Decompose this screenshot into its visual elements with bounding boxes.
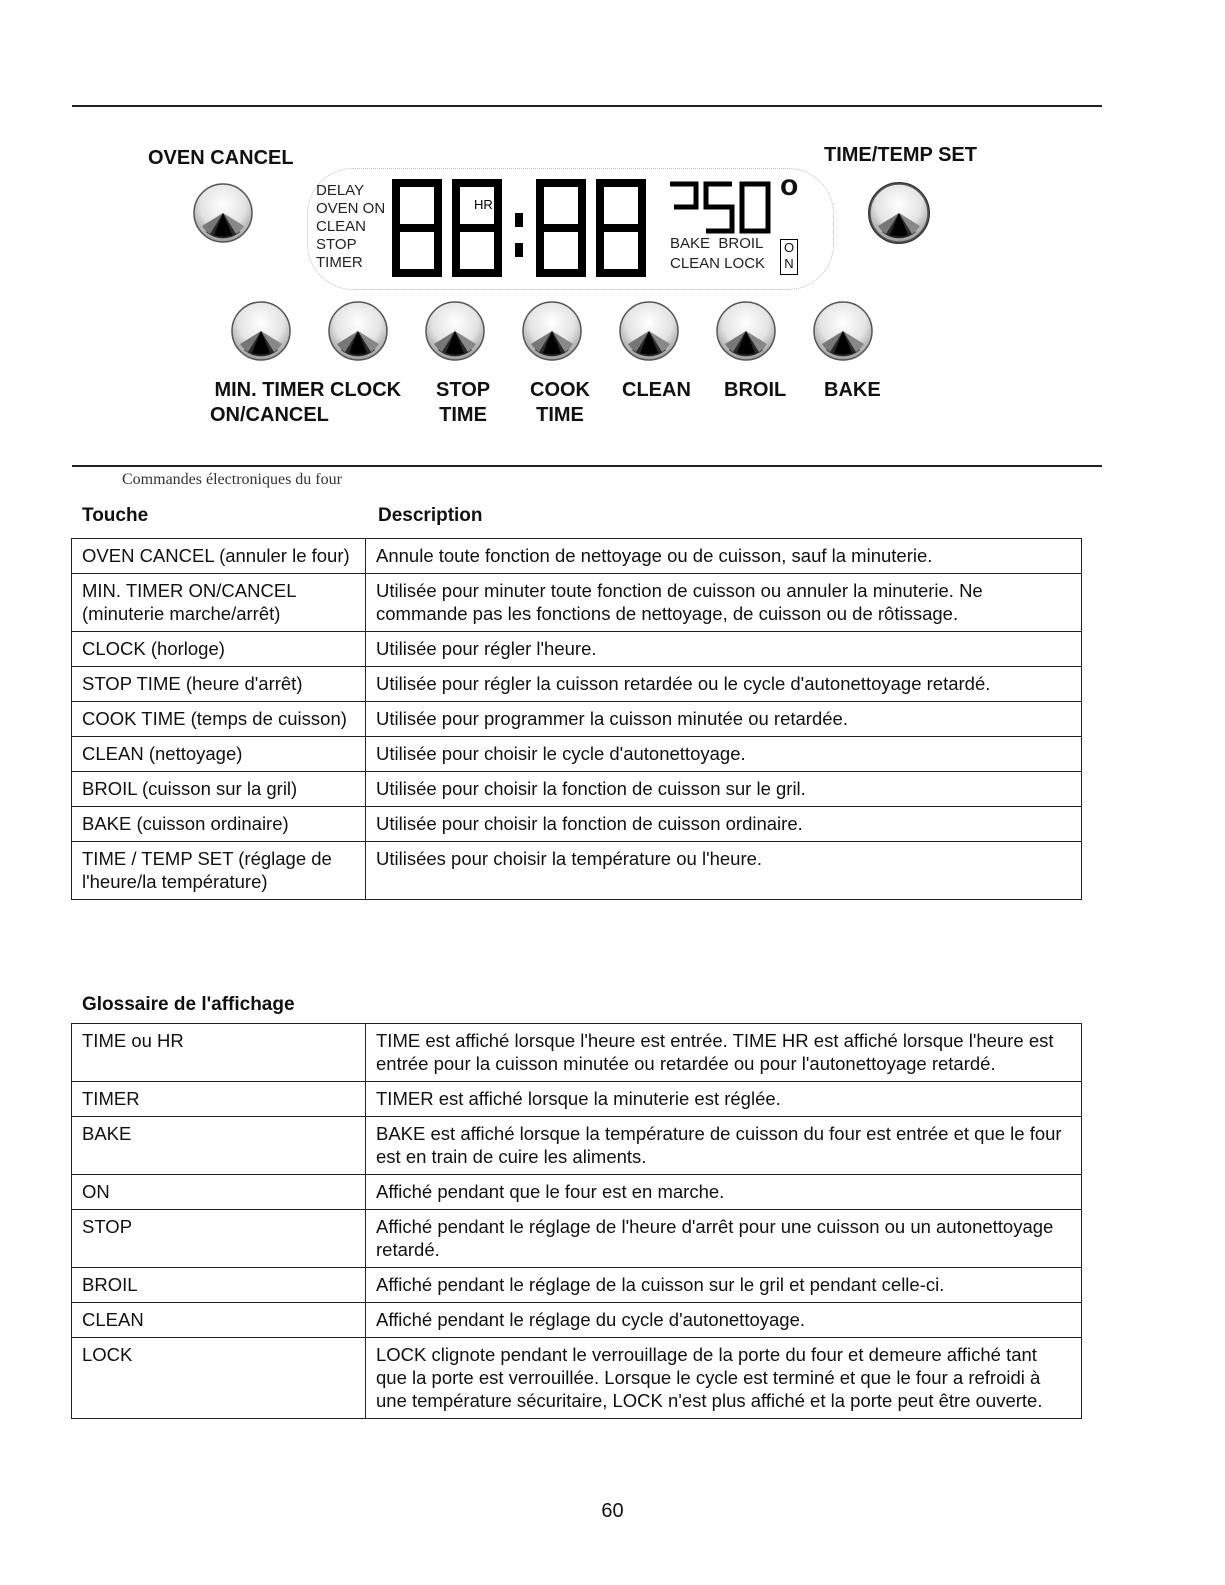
- desc-cell: Utilisée pour régler l'heure.: [366, 632, 1082, 667]
- table-row: [72, 1303, 1082, 1338]
- desc-cell: TIMER est affiché lorsque la minuterie est réglée.: [366, 1082, 1082, 1117]
- indicator-clean: CLEAN: [316, 218, 367, 235]
- desc-cell: Utilisée pour minuter toute fonction de cuisson ou annuler la minuterie. Ne commande pas les fonctions de nettoyage, de cuisson ou de rôtissage.: [366, 574, 1082, 632]
- panel-bottom-rule: [72, 465, 1102, 467]
- stop-time-label-line2: TIME: [439, 404, 487, 426]
- bake-label: BAKE: [824, 379, 881, 401]
- on-box-n: N: [784, 256, 794, 271]
- table-row: [72, 539, 1082, 574]
- oven-cancel-button[interactable]: [192, 182, 254, 244]
- table-row: [72, 632, 1082, 667]
- term-cell: BROIL: [72, 1268, 366, 1303]
- stop-time-label: [436, 378, 490, 428]
- broil-button[interactable]: [715, 300, 777, 362]
- cook-time-label: [530, 378, 590, 428]
- desc-cell: Utilisée pour choisir la fonction de cuisson sur le gril.: [366, 772, 1082, 807]
- top-rule: [72, 105, 1102, 107]
- term-cell: BAKE: [72, 1117, 366, 1175]
- key-cell: TIME / TEMP SET (réglage de l'heure/la température): [72, 842, 366, 900]
- seven-segment-temperature: [666, 179, 776, 241]
- knob-icon: [618, 300, 680, 362]
- table-row: [72, 574, 1082, 632]
- min-timer-button[interactable]: [230, 300, 292, 362]
- desc-cell: Utilisée pour régler la cuisson retardée ou le cycle d'autonettoyage retardé.: [366, 667, 1082, 702]
- desc-cell: Utilisée pour programmer la cuisson minutée ou retardée.: [366, 702, 1082, 737]
- desc-cell: TIME est affiché lorsque l'heure est entrée. TIME HR est affiché lorsque l'heure est entrée pour la cuisson minutée ou retardée ou pour l'autonettoyage retardé.: [366, 1024, 1082, 1082]
- term-cell: STOP: [72, 1210, 366, 1268]
- hr-indicator: HR: [474, 197, 493, 212]
- key-cell: BROIL (cuisson sur la gril): [72, 772, 366, 807]
- desc-cell: Utilisées pour choisir la température ou l'heure.: [366, 842, 1082, 900]
- control-panel: [72, 110, 1102, 470]
- clean-label: CLEAN: [622, 379, 691, 401]
- table-row: [72, 842, 1082, 900]
- indicator-clean-lock: CLEAN LOCK: [670, 255, 766, 272]
- time-temp-set-label: TIME/TEMP SET: [824, 144, 977, 166]
- key-cell: STOP TIME (heure d'arrêt): [72, 667, 366, 702]
- oven-cancel-label: OVEN CANCEL: [148, 147, 294, 169]
- clock-label: CLOCK: [330, 379, 402, 401]
- seven-segment-clock: [388, 177, 673, 287]
- controls-table: [71, 538, 1082, 900]
- table-row: [72, 1210, 1082, 1268]
- desc-cell: BAKE est affiché lorsque la température de cuisson du four est entrée et que le four est en train de cuire les aliments.: [366, 1117, 1082, 1175]
- indicator-oven-on: OVEN ON: [316, 200, 386, 217]
- table-row: [72, 1024, 1082, 1082]
- table-row: [72, 737, 1082, 772]
- table-row: [72, 1268, 1082, 1303]
- on-box-o: O: [783, 240, 795, 255]
- key-cell: CLOCK (horloge): [72, 632, 366, 667]
- indicator-bake-broil: BAKE BROIL: [670, 235, 764, 252]
- cook-time-label-line1: COOK: [530, 379, 590, 401]
- table-row: [72, 807, 1082, 842]
- desc-cell: Utilisée pour choisir le cycle d'autonettoyage.: [366, 737, 1082, 772]
- term-cell: CLEAN: [72, 1303, 366, 1338]
- bake-button[interactable]: [812, 300, 874, 362]
- header-touche: Touche: [82, 505, 149, 526]
- table-row: [72, 1082, 1082, 1117]
- indicator-on-box: [780, 239, 798, 275]
- header-description: Description: [378, 505, 483, 526]
- desc-cell: Annule toute fonction de nettoyage ou de cuisson, sauf la minuterie.: [366, 539, 1082, 574]
- term-cell: TIMER: [72, 1082, 366, 1117]
- knob-icon: [521, 300, 583, 362]
- degree-symbol: o: [780, 169, 799, 202]
- cook-time-label-line2: TIME: [536, 404, 584, 426]
- indicator-timer: TIMER: [316, 254, 363, 271]
- knob-icon: [192, 182, 254, 244]
- lcd-display: [307, 168, 834, 290]
- key-cell: MIN. TIMER ON/CANCEL (minuterie marche/arrêt): [72, 574, 366, 632]
- table-row: [72, 1338, 1082, 1419]
- glossary-title: Glossaire de l'affichage: [82, 994, 295, 1015]
- key-cell: OVEN CANCEL (annuler le four): [72, 539, 366, 574]
- broil-label: BROIL: [724, 379, 787, 401]
- glossary-table: [71, 1023, 1082, 1419]
- term-cell: ON: [72, 1175, 366, 1210]
- desc-cell: Affiché pendant le réglage de la cuisson sur le gril et pendant celle-ci.: [366, 1268, 1082, 1303]
- min-timer-label: [210, 378, 329, 428]
- table-row: [72, 702, 1082, 737]
- term-cell: TIME ou HR: [72, 1024, 366, 1082]
- indicator-stop: STOP: [316, 236, 357, 253]
- term-cell: LOCK: [72, 1338, 366, 1419]
- knob-icon: [230, 300, 292, 362]
- stop-time-button[interactable]: [424, 300, 486, 362]
- desc-cell: Affiché pendant que le four est en marche.: [366, 1175, 1082, 1210]
- stop-time-label-line1: STOP: [436, 379, 491, 401]
- time-temp-set-button[interactable]: [868, 182, 930, 244]
- indicator-delay: DELAY: [316, 182, 365, 199]
- knob-icon: [868, 182, 930, 244]
- table-row: [72, 667, 1082, 702]
- key-cell: CLEAN (nettoyage): [72, 737, 366, 772]
- knob-icon: [715, 300, 777, 362]
- desc-cell: LOCK clignote pendant le verrouillage de la porte du four et demeure affiché tant que la porte est verrouillée. Lorsque le cycle est terminé et que le four a refroidi à une température sécuritaire, LOCK n'est plus affiché et la porte peut être ouverte.: [366, 1338, 1082, 1419]
- clock-button[interactable]: [327, 300, 389, 362]
- key-cell: BAKE (cuisson ordinaire): [72, 807, 366, 842]
- knob-icon: [812, 300, 874, 362]
- figure-caption: Commandes électroniques du four: [122, 471, 342, 488]
- table-row: [72, 772, 1082, 807]
- knob-icon: [424, 300, 486, 362]
- key-cell: COOK TIME (temps de cuisson): [72, 702, 366, 737]
- table-row: [72, 1175, 1082, 1210]
- clean-button[interactable]: [618, 300, 680, 362]
- min-timer-label-line2: ON/CANCEL: [210, 404, 329, 426]
- desc-cell: Affiché pendant le réglage de l'heure d'arrêt pour une cuisson ou un autonettoyage retardé.: [366, 1210, 1082, 1268]
- desc-cell: Utilisée pour choisir la fonction de cuisson ordinaire.: [366, 807, 1082, 842]
- min-timer-label-line1: MIN. TIMER: [214, 379, 325, 401]
- table-row: [72, 1117, 1082, 1175]
- page-number: 60: [601, 1500, 624, 1522]
- knob-icon: [327, 300, 389, 362]
- desc-cell: Affiché pendant le réglage du cycle d'autonettoyage.: [366, 1303, 1082, 1338]
- cook-time-button[interactable]: [521, 300, 583, 362]
